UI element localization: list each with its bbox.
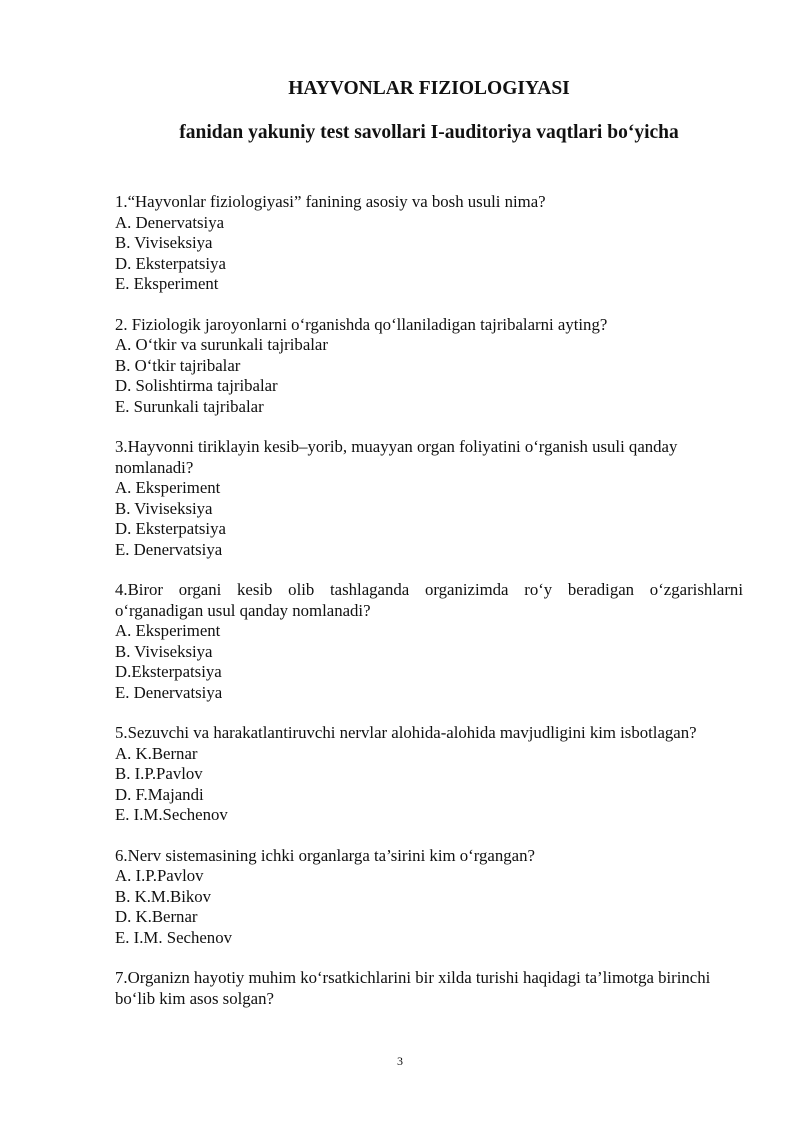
answer-option: A. Eksperiment <box>115 621 221 640</box>
answer-option: E. Surunkali tajribalar <box>115 396 264 416</box>
answer-option: B. Viviseksiya <box>115 233 213 252</box>
question-text: 2. Fiziologik jaroyonlarni o‘rganishda qo‘llaniladigan tajribalarni ayting? <box>115 314 608 334</box>
question-4 <box>115 580 743 703</box>
question-text: 4.Biror organi kesib olib tashlaganda organizimda ro‘y beradigan o‘zgarishlarni o‘rganadigan usul qanday nomlanadi? <box>115 580 743 620</box>
answer-option: B. I.P.Pavlov <box>115 764 203 783</box>
document-page <box>115 0 743 1029</box>
question-text: 5.Sezuvchi va harakatlantiruvchi nervlar alohida-alohida mavjudligini kim isbotlagan? <box>115 723 697 742</box>
answer-option: D. K.Bernar <box>115 907 198 926</box>
document-title: HAYVONLAR FIZIOLOGIYASI <box>288 78 570 99</box>
answer-option: A. Eksperiment <box>115 478 221 497</box>
page-number: 3 <box>397 1054 403 1068</box>
answer-option: E. Denervatsiya <box>115 682 223 702</box>
answer-option: D. Eksterpatsiya <box>115 253 226 273</box>
question-text: 3.Hayvonni tiriklayin kesib–yorib, muayyan organ foliyatini o‘rganish usuli qanday nomlanadi? <box>115 437 678 477</box>
question-6 <box>115 846 743 949</box>
document-subtitle: fanidan yakuniy test savollari I-auditoriya vaqtlari bo‘yicha <box>179 122 679 143</box>
answer-option: E. Denervatsiya <box>115 539 223 559</box>
answer-option: D. F.Majandi <box>115 784 204 804</box>
question-2 <box>115 315 743 418</box>
question-7 <box>115 968 743 1009</box>
question-text: 6.Nerv sistemasining ichki organlarga ta’sirini kim o‘rgangan? <box>115 845 535 865</box>
answer-option: D. Eksterpatsiya <box>115 519 226 538</box>
question-1 <box>115 192 743 295</box>
answer-option: A. K.Bernar <box>115 743 198 763</box>
question-5 <box>115 723 743 826</box>
question-text: 1.“Hayvonlar fiziologiyasi” fanining asosiy va bosh usuli nima? <box>115 192 546 211</box>
question-3 <box>115 437 743 560</box>
answer-option: A. O‘tkir va surunkali tajribalar <box>115 335 328 354</box>
question-list <box>115 192 743 1009</box>
answer-option: B. Viviseksiya <box>115 641 213 661</box>
answer-option: D. Solishtirma tajribalar <box>115 376 278 395</box>
answer-option: E. I.M.Sechenov <box>115 805 228 824</box>
answer-option: A. Denervatsiya <box>115 212 225 232</box>
question-text: 7.Organizn hayotiy muhim ko‘rsatkichlarini bir xilda turishi haqidagi ta’limotga birinchi bo‘lib kim asos solgan? <box>115 968 711 1008</box>
answer-option: E. I.M. Sechenov <box>115 927 232 947</box>
answer-option: A. I.P.Pavlov <box>115 866 204 885</box>
answer-option: B. K.M.Bikov <box>115 886 212 906</box>
answer-option: B. O‘tkir tajribalar <box>115 355 241 375</box>
answer-option: E. Eksperiment <box>115 274 219 293</box>
answer-option: B. Viviseksiya <box>115 498 213 518</box>
answer-option: D.Eksterpatsiya <box>115 662 222 681</box>
